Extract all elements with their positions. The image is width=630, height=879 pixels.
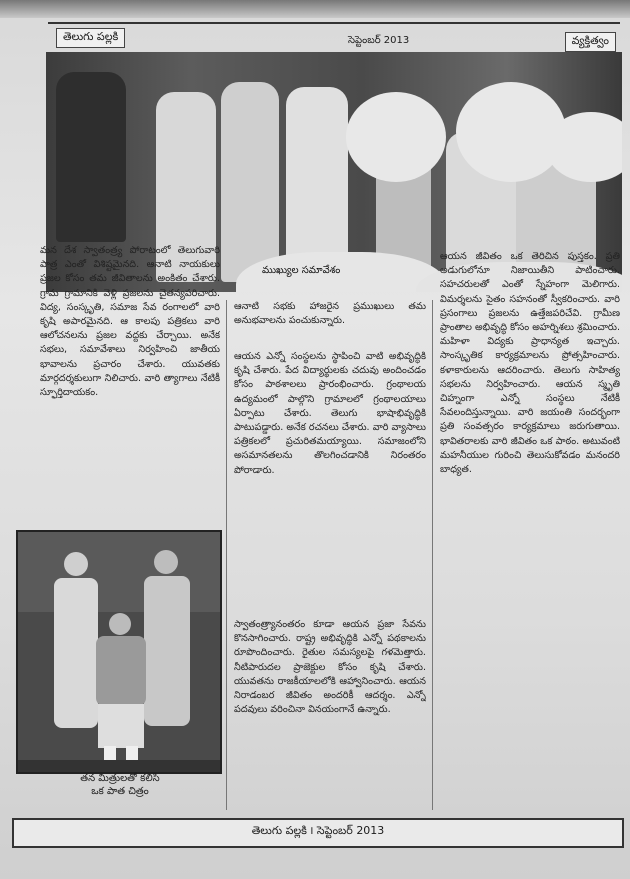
portrait-caption-line: ఒక పాత చిత్రం bbox=[91, 786, 149, 797]
portrait-caption bbox=[40, 772, 200, 798]
column-text: స్వాతంత్ర్యానంతరం కూడా ఆయన ప్రజా సేవను కొనసాగించారు. రాష్ట్ర అభివృద్ధికి ఎన్నో పథకాలను రూపొందించారు. రైతుల సమస్యలపై గళమెత్తారు. నీటిపారుదల ప్రాజెక్టుల కోసం కృషి చేశారు. యువతను రాజకీయాలలోకి ఆహ్వానించారు. ఆయన నిరాడంబర జీవితం అందరికీ ఆదర్శం. ఎన్నో పదవులు వరించినా వినయంగానే ఉన్నారు. bbox=[234, 619, 426, 716]
top-photo-caption: ముఖ్యుల సమావేశం bbox=[258, 263, 344, 279]
header-right-label: వ్యక్తిత్వం bbox=[565, 32, 616, 52]
portrait-illustration bbox=[18, 532, 220, 772]
page-footer: తెలుగు పల్లకి ౹ సెప్టెంబర్ 2013 bbox=[12, 818, 624, 848]
column-divider bbox=[432, 300, 433, 810]
column-text: మన దేశ స్వాతంత్ర్య పోరాటంలో తెలుగువారి పాత్ర ఎంతో విశిష్టమైనది. ఆనాటి నాయకులు ప్రజల కోసం తమ జీవితాలను అంకితం చేశారు. గ్రామ గ్రామానికి వెళ్లి ప్రజలను చైతన్యపరిచారు. విద్య, సంస్కృతి, సమాజ సేవ రంగాలలో వారి కృషి అపారమైనది. ఆ కాలపు పత్రికలు వారి ఆలోచనలను ప్రజల వద్దకు చేర్చాయి. అనేక సభలు, సమావేశాలు నిర్వహించి జాతీయ భావాలను ప్రచారం చేశారు. యువతకు మార్గదర్శకులుగా నిలిచారు. వారి త్యాగాలు నేటికీ స్ఫూర్తిదాయకం. bbox=[40, 245, 220, 399]
page-header bbox=[48, 22, 620, 55]
column-text: ఆయన జీవితం ఒక తెరిచిన పుస్తకం. ప్రతి అడుగులోనూ నిజాయితీని పాటించారు. సహచరులతో ఎంతో స్నేహంగా మెలిగారు. విమర్శలను సైతం సహనంతో స్వీకరించారు. వారి ప్రసంగాలు ప్రజలను ఉత్తేజపరిచేవి. గ్రామీణ ప్రాంతాల అభివృద్ధి కోసం అహర్నిశలు శ్రమించారు. మహిళా విద్యకు ప్రాధాన్యత ఇచ్చారు. సాంస్కృతిక కార్యక్రమాలను ప్రోత్సహించారు. కళాకారులను ఆదరించారు. తెలుగు సాహిత్య సభలను నిర్వహించారు. ఆయన స్మృతి చిహ్నంగా ఎన్నో సంస్థలు నేటికీ సేవలందిస్తున్నాయి. వారి జయంతి సందర్భంగా ప్రతి సంవత్సరం కార్యక్రమాలు జరుగుతాయి. భావితరాలకు వారి జీవితం ఒక పాఠం. అటువంటి మహనీయుల గురించి తెలుసుకోవడం మనందరి బాధ్యత. bbox=[440, 251, 620, 476]
header-center-label: సెప్టెంబర్ 2013 bbox=[348, 35, 410, 46]
column-divider bbox=[226, 300, 227, 810]
article-column-middle-lower bbox=[234, 618, 426, 810]
portrait-photo bbox=[16, 530, 222, 774]
portrait-caption-line: తన మిత్రులతో కలిసి bbox=[80, 773, 160, 784]
article-column-right bbox=[440, 250, 620, 810]
article-column-left bbox=[40, 244, 220, 524]
column-text: ఆయన ఎన్నో సంస్థలను స్థాపించి వాటి అభివృద్ధికి కృషి చేశారు. పేద విద్యార్థులకు చదువు అందించడం కోసం పాఠశాలలు ప్రారంభించారు. గ్రంథాలయ ఉద్యమంలో పాల్గొని గ్రామాలలో గ్రంథాలయాలు ఏర్పాటు చేశారు. తెలుగు భాషాభివృద్ధికి పాటుపడ్డారు. అనేక రచనలు చేశారు. వారి వ్యాసాలు పత్రికలలో ప్రచురితమయ్యాయి. సమాజంలోని అసమానతలను తొలగించడానికి నిరంతరం పోరాడారు. bbox=[234, 351, 426, 476]
photo-figure bbox=[56, 72, 126, 242]
article-column-middle bbox=[234, 350, 426, 600]
photo-figure bbox=[221, 82, 279, 282]
header-left-label: తెలుగు పల్లకి bbox=[56, 28, 125, 48]
page-edge-shadow bbox=[0, 0, 630, 18]
column-text: ఆనాటి సభకు హాజరైన ప్రముఖులు తమ అనుభవాలను పంచుకున్నారు. bbox=[234, 301, 426, 327]
article-column-middle-top bbox=[234, 300, 426, 332]
photo-highlight bbox=[346, 92, 446, 182]
